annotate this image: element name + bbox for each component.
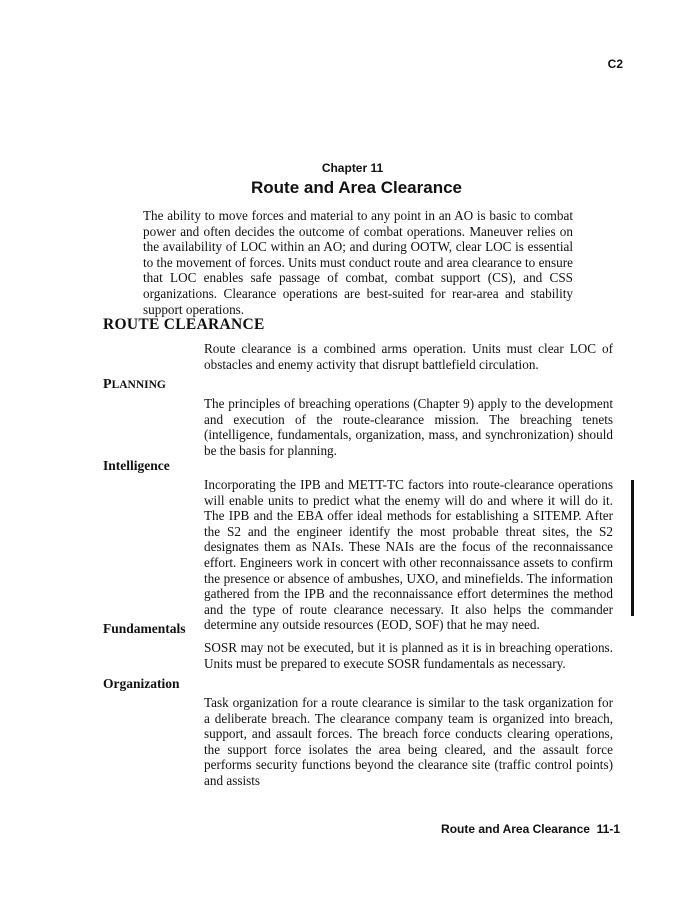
subheading-intelligence: Intelligence bbox=[103, 458, 170, 473]
intelligence-paragraph: Incorporating the IPB and METT-TC factors into route-clearance operations will enable units to predict what the enemy will do and where it will do it. The IPB and the EBA offer ideal methods for establishing a SITEMP. After the S2 and the engineer identify the most probable threat sites, the S2 designates them as NAIs. These NAIs are the focus of the reconnaissance effort. Engineers work in concert with other reconnaissance assets to confirm the presence or absence of ambushes, UXO, and minefields. The information gathered from the IPB and the reconnaissance effort determines the method and the type of route clearance necessary. It also helps the commander determine any outside resources (EOD, SOF) that he may need. bbox=[204, 477, 613, 633]
route-clearance-paragraph: Route clearance is a combined arms operation. Units must clear LOC of obstacles and enemy activity that disrupt battlefield circulation. bbox=[204, 341, 613, 372]
chapter-number: Chapter 11 bbox=[321, 161, 384, 175]
subheading-planning bbox=[103, 377, 166, 393]
planning-paragraph: The principles of breaching operations (Chapter 9) apply to the development and execution of the route-clearance mission. The breaching tenets (intelligence, fundamentals, organization, mass, and synchronization) should be the basis for planning. bbox=[204, 396, 613, 458]
subheading-planning-initial: P bbox=[103, 377, 112, 392]
revision-change-bar bbox=[631, 480, 634, 616]
subheading-fundamentals: Fundamentals bbox=[103, 621, 186, 636]
fundamentals-paragraph: SOSR may not be executed, but it is planned as it is in breaching operations. Units must be prepared to execute SOSR fundamentals as necessary. bbox=[204, 640, 613, 671]
subheading-organization: Organization bbox=[103, 676, 180, 691]
subheading-planning-rest: LANNING bbox=[111, 379, 166, 391]
organization-paragraph: Task organization for a route clearance is similar to the task organization for a deliberate breach. The clearance company team is organized into breach, support, and assault forces. The breach force conducts clearing operations, the support force isolates the area being cleared, and the assault force performs security functions beyond the clearance site (traffic control points) and assists bbox=[204, 695, 613, 788]
intro-paragraph: The ability to move forces and material to any point in an AO is basic to combat power and often decides the outcome of combat operations. Maneuver relies on the availability of LOC within an AO; and during OOTW, clear LOC is essential to the movement of forces. Units must conduct route and area clearance to ensure that LOC enables safe passage of combat, combat support (CS), and CSS organizations. Clearance operations are best-suited for rear-area and stability support operations. bbox=[143, 208, 573, 317]
chapter-title: Route and Area Clearance bbox=[251, 178, 462, 197]
page-footer: Route and Area Clearance 11-1 bbox=[441, 822, 620, 836]
page-corner-label: C2 bbox=[607, 57, 623, 71]
section-heading-route-clearance: ROUTE CLEARANCE bbox=[103, 316, 265, 333]
